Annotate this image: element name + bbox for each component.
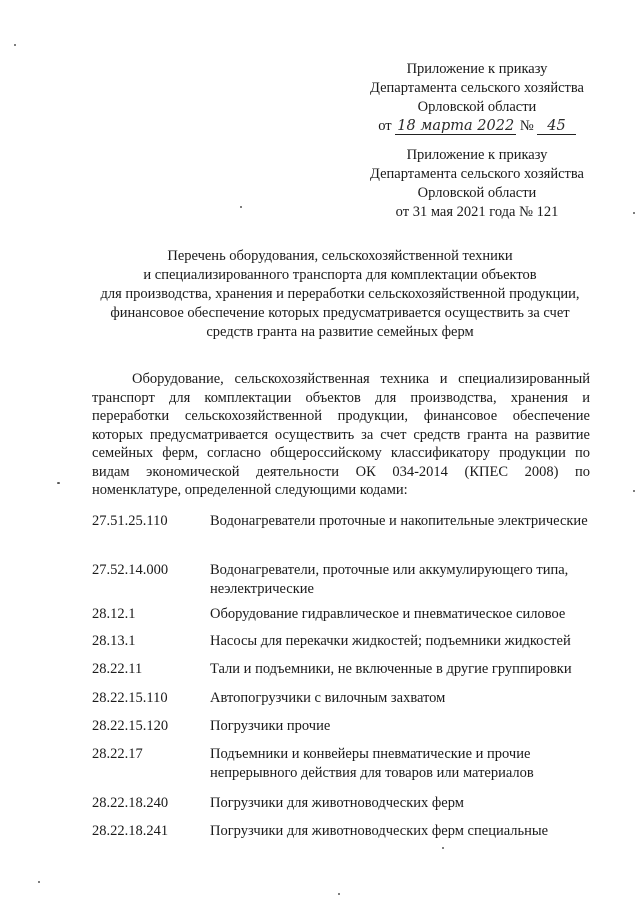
okpd-code: 28.22.17 (92, 746, 143, 762)
header-line: от 31 мая 2021 года № 121 (395, 204, 559, 220)
title-line: и специализированного транспорта для комплектации объектов (143, 267, 537, 283)
header-line: Департамента сельского хозяйства (370, 80, 584, 96)
header-line: Приложение к приказу (406, 147, 548, 163)
title-line: Перечень оборудования, сельскохозяйственной техники (167, 248, 513, 264)
okpd-code: 27.51.25.110 (92, 513, 168, 529)
document-title (70, 247, 610, 342)
scan-speck (38, 881, 40, 883)
scan-speck (633, 212, 635, 214)
handwritten-date: 18 марта 2022 (397, 118, 515, 134)
code-description: Тали и подъемники, не включенные в другие группировки (210, 661, 572, 677)
appendix-header-current (337, 60, 617, 136)
okpd-code: 28.22.15.120 (92, 718, 169, 734)
okpd-code: 28.22.15.110 (92, 690, 168, 706)
code-description: Погрузчики прочие (210, 718, 331, 734)
code-description: Насосы для перекачки жидкостей; подъемники жидкостей (210, 633, 571, 649)
title-line: для производства, хранения и переработки сельскохозяйственной продукции, (100, 286, 580, 302)
scan-speck (14, 44, 16, 46)
header-line: Орловской области (417, 185, 537, 201)
okpd-code: 28.22.18.241 (92, 823, 169, 839)
header-line: Орловской области (417, 99, 537, 115)
from-prefix: от (378, 118, 392, 134)
code-description: Подъемники и конвейеры пневматические и прочие непрерывного действия для товаров или материалов (210, 746, 534, 781)
okpd-code: 27.52.14.000 (92, 562, 169, 578)
header-line: Приложение к приказу (406, 61, 548, 77)
code-description: Водонагреватели, проточные или аккумулирующего типа, неэлектрические (210, 562, 569, 597)
okpd-code: 28.12.1 (92, 606, 136, 622)
code-description: Погрузчики для животноводческих ферм (210, 795, 464, 811)
code-description: Погрузчики для животноводческих ферм специальные (210, 823, 549, 839)
okpd-code: 28.22.18.240 (92, 795, 169, 811)
okpd-code: 28.22.11 (92, 661, 143, 677)
code-description: Оборудование гидравлическое и пневматическое силовое (210, 606, 566, 622)
appendix-header-previous (337, 146, 617, 222)
title-line: финансовое обеспечение которых предусматривается осуществить за счет (110, 305, 570, 321)
handwritten-number: 45 (537, 118, 575, 135)
scan-speck (240, 206, 242, 208)
header-line: Департамента сельского хозяйства (370, 166, 584, 182)
title-line: средств гранта на развитие семейных ферм (206, 324, 474, 340)
code-description: Водонагреватели проточные и накопительные электрические (210, 513, 588, 529)
intro-paragraph: Оборудование, сельскохозяйственная техника и специализированный транспорт для комплектации объектов для производства, хранения и переработки сельскохозяйственной продукции, финансовое обеспечение которых предусматривается осуществить за счет средств гранта на развитие семейных ферм, согласно общероссийскому классификатору продукции по видам экономической деятельности ОК 034-2014 (КПЕС 2008) по номенклатуре, определенной следующими кодами: (92, 371, 590, 498)
number-sign: № (519, 118, 534, 134)
scan-speck (442, 847, 444, 849)
scan-speck (338, 893, 340, 895)
scan-speck (633, 490, 635, 492)
code-description: Автопогрузчики с вилочным захватом (210, 690, 446, 706)
order-date-number-line (378, 117, 576, 136)
okpd-code: 28.13.1 (92, 633, 136, 649)
scan-speck (57, 482, 60, 484)
